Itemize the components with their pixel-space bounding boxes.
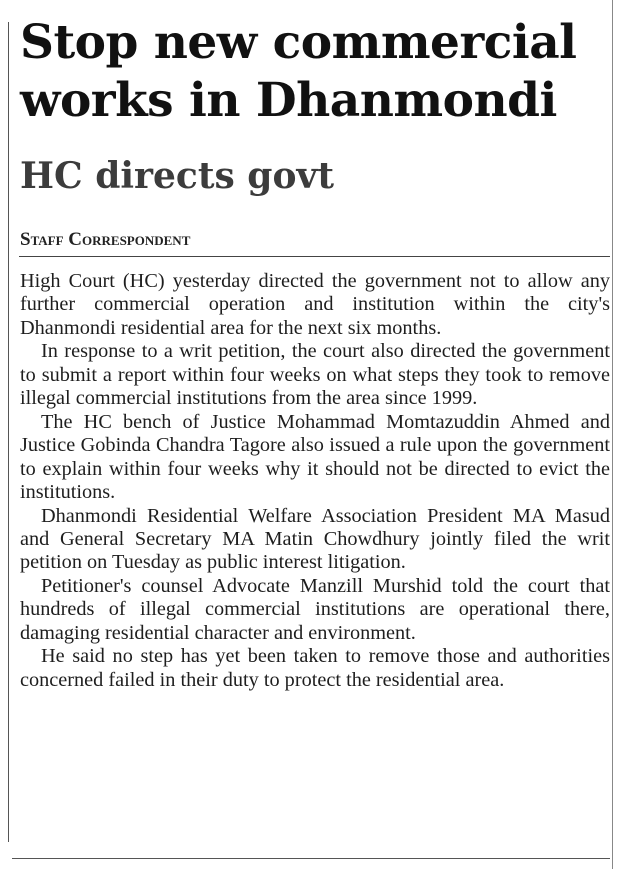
column-rule-right: [612, 0, 613, 869]
byline: Staff Correspondent: [20, 229, 191, 250]
paragraph: He said no step has yet been taken to remove those and authorities concerned failed in their duty to protect the residential area.: [20, 645, 610, 691]
paragraph: The HC bench of Justice Mohammad Momtazuddin Ahmed and Justice Gobinda Chandra Tagore also issued a rule upon the government to explain within four weeks why it should not be directed to evict the institutions.: [20, 410, 610, 504]
column-rule-left: [8, 22, 9, 842]
paragraph: In response to a writ petition, the court also directed the government to submit a report within four weeks on what steps they took to remove illegal commercial institutions from the area since 1999.: [20, 340, 610, 410]
byline-divider: [19, 256, 610, 257]
article-body: [20, 270, 610, 692]
bottom-divider: [12, 858, 610, 859]
paragraph: High Court (HC) yesterday directed the government not to allow any further commercial operation and institution within the city's Dhanmondi residential area for the next six months.: [20, 270, 610, 339]
subheadline: HC directs govt: [20, 155, 334, 197]
headline: Stop new commercial works in Dhanmondi: [20, 15, 577, 128]
paragraph: Petitioner's counsel Advocate Manzill Murshid told the court that hundreds of illegal commercial institutions are operational there, damaging residential character and environment.: [20, 574, 610, 644]
paragraph: Dhanmondi Residential Welfare Association President MA Masud and General Secretary MA Matin Chowdhury jointly filed the writ petition on Tuesday as public interest litigation.: [20, 504, 610, 574]
